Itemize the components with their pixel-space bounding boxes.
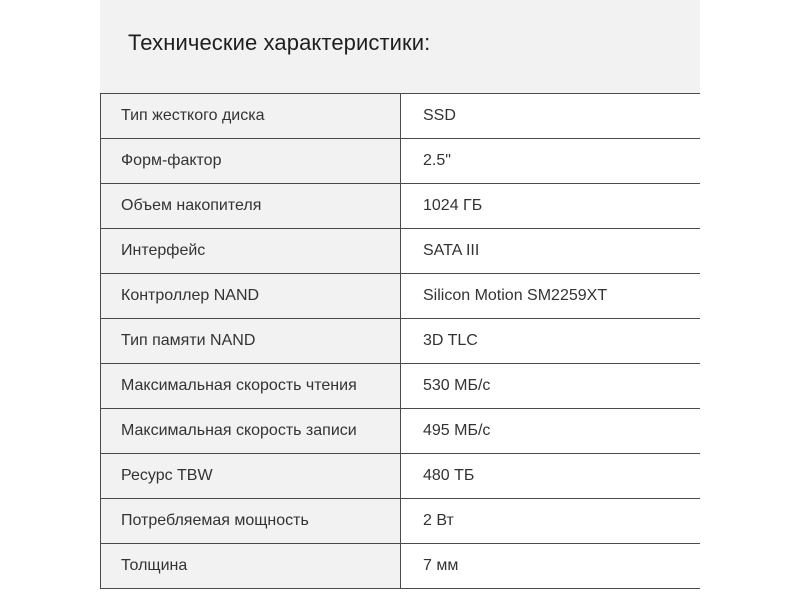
- specs-card: [100, 0, 700, 600]
- spec-value: Silicon Motion SM2259XT: [401, 274, 701, 319]
- table-row: [101, 274, 701, 319]
- table-row: [101, 139, 701, 184]
- spec-label: Ресурс TBW: [101, 454, 401, 499]
- specs-table: [100, 93, 700, 589]
- table-row: [101, 229, 701, 274]
- spec-value: SATA III: [401, 229, 701, 274]
- table-row: [101, 409, 701, 454]
- table-row: [101, 184, 701, 229]
- spec-label: Максимальная скорость чтения: [101, 364, 401, 409]
- spec-value: 2 Вт: [401, 499, 701, 544]
- spec-value: 7 мм: [401, 544, 701, 589]
- spec-value: 3D TLC: [401, 319, 701, 364]
- table-row: [101, 544, 701, 589]
- page-title: Технические характеристики:: [128, 30, 431, 55]
- table-row: [101, 319, 701, 364]
- spec-value: 480 ТБ: [401, 454, 701, 499]
- table-row: [101, 454, 701, 499]
- spec-label: Интерфейс: [101, 229, 401, 274]
- spec-value: 1024 ГБ: [401, 184, 701, 229]
- spec-label: Контроллер NAND: [101, 274, 401, 319]
- spec-label: Потребляемая мощность: [101, 499, 401, 544]
- table-row: [101, 499, 701, 544]
- spec-label: Объем накопителя: [101, 184, 401, 229]
- spec-value: 530 МБ/с: [401, 364, 701, 409]
- table-row: [101, 94, 701, 139]
- table-row: [101, 364, 701, 409]
- spec-label: Тип жесткого диска: [101, 94, 401, 139]
- specs-header: [100, 0, 700, 93]
- spec-label: Толщина: [101, 544, 401, 589]
- spec-label: Форм-фактор: [101, 139, 401, 184]
- spec-value: SSD: [401, 94, 701, 139]
- spec-label: Максимальная скорость записи: [101, 409, 401, 454]
- spec-value: 2.5": [401, 139, 701, 184]
- spec-label: Тип памяти NAND: [101, 319, 401, 364]
- spec-value: 495 МБ/с: [401, 409, 701, 454]
